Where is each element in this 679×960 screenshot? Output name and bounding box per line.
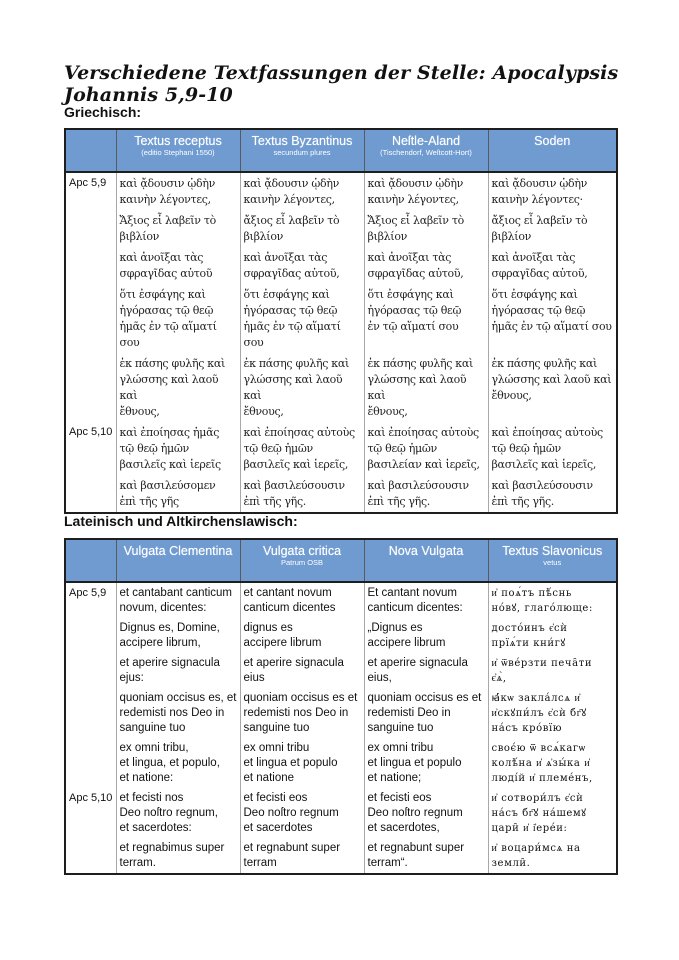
verse-text: ex omni tribu, et lingua, et populo, et natione: xyxy=(119,742,220,784)
verse-text: καὶ ᾄδουσιν ᾠδὴν καινὴν λέγοντες, xyxy=(243,177,340,206)
text-cell xyxy=(240,172,364,210)
table-row xyxy=(65,422,617,475)
verse-text: καὶ βασιλεύσουσιν ἐπὶ τῆς γῆς. xyxy=(367,479,469,508)
verse-text: ὅτι ἐσφάγης καὶ ἠγόρασας τῷ θεῷ ἐν τῷ αἵματί σου xyxy=(367,288,462,333)
text-cell xyxy=(364,353,488,422)
verse-text: et aperire signacula ejus: xyxy=(119,657,220,684)
table-row xyxy=(65,582,617,618)
column-title: Vulgata Clementina xyxy=(123,544,233,558)
greek-comparison-table xyxy=(64,128,618,514)
column-title: Textus receptus xyxy=(134,134,222,148)
verse-text: et aperire signacula eius xyxy=(243,657,344,684)
verse-reference: Apc 5,9 xyxy=(65,582,116,618)
text-cell xyxy=(240,247,364,284)
column-title: Textus Slavonicus xyxy=(502,544,603,558)
text-cell xyxy=(488,172,617,210)
text-cell xyxy=(488,582,617,618)
verse-text: и҆ сотвори́лъ є҆сѝ на́съ бг҃ꙋ на́шемꙋ цари̑ и҆ і҆ере́и: xyxy=(491,793,587,834)
text-cell xyxy=(364,210,488,247)
verse-text: dignus es accipere librum xyxy=(243,622,322,649)
verse-text: καὶ ἀνοῖξαι τὰς σφραγῖδας αὐτοῦ, xyxy=(367,251,464,280)
verse-text: ὅτι ἐσφάγης καὶ ἠγόρασας τῷ θεῷ ἡμᾶς ἐν τῷ αἵματί σου xyxy=(119,288,217,349)
text-cell xyxy=(116,582,240,618)
text-cell xyxy=(488,210,617,247)
text-cell xyxy=(364,284,488,353)
verse-text: ꙗ҆́кѡ закла́лсѧ и҆ и҆скꙋпи́лъ є҆сѝ бг҃ꙋ на́съ кро́вїю xyxy=(491,693,587,734)
text-cell xyxy=(240,475,364,513)
text-cell xyxy=(488,838,617,874)
verse-text: καὶ ἀνοῖξαι τὰς σφραγῖδας αὐτοῦ xyxy=(119,251,213,280)
text-cell xyxy=(116,738,240,788)
text-cell xyxy=(364,653,488,688)
header-cell-version xyxy=(116,129,240,172)
text-cell xyxy=(364,422,488,475)
verse-text: ὅτι ἐσφάγης καὶ ἠγόρασας τῷ θεῷ ἡμᾶς ἐν τῷ αἵματί σου xyxy=(243,288,341,349)
table-row xyxy=(65,788,617,838)
verse-text: καὶ ἐποίησας ἡμᾶς τῷ θεῷ ἡμῶν βασιλεῖς καὶ ἱερεῖς xyxy=(119,426,221,471)
table-row xyxy=(65,284,617,353)
verse-text: καὶ βασιλεύσομεν ἐπὶ τῆς γῆς xyxy=(119,479,216,508)
text-cell xyxy=(364,618,488,653)
verse-text: et fecisti nos Deo noſtro regnum, et sacerdotes: xyxy=(119,792,218,834)
verse-reference xyxy=(65,353,116,422)
header-cell-reference xyxy=(65,129,116,172)
text-cell xyxy=(116,422,240,475)
text-cell xyxy=(116,653,240,688)
column-subtitle: Patrum OSB xyxy=(280,558,324,567)
text-cell xyxy=(364,738,488,788)
text-cell xyxy=(116,618,240,653)
text-cell xyxy=(240,422,364,475)
verse-text: καὶ ἐποίησας αὐτοὺς τῷ θεῷ ἡμῶν βασιλείαν καὶ ἱερεῖς, xyxy=(367,426,480,471)
table-header-row xyxy=(65,129,617,172)
header-cell-version xyxy=(240,129,364,172)
text-cell xyxy=(488,247,617,284)
table-row xyxy=(65,353,617,422)
verse-text: et aperire signacula eius, xyxy=(367,657,468,684)
text-cell xyxy=(364,788,488,838)
verse-reference xyxy=(65,618,116,653)
verse-text: Et cantant novum canticum dicentes: xyxy=(367,587,463,614)
verse-text: Ἄξιος εἶ λαβεῖν τὸ βιβλίον xyxy=(367,214,464,243)
verse-text: Dignus es, Domine, accipere librum, xyxy=(119,622,220,649)
verse-reference: Apc 5,10 xyxy=(65,788,116,838)
table-row xyxy=(65,688,617,738)
table-row xyxy=(65,247,617,284)
verse-text: καὶ βασιλεύσουσιν ἐπὶ τῆς γῆς. xyxy=(243,479,345,508)
text-cell xyxy=(364,582,488,618)
header-cell-version xyxy=(364,539,488,582)
text-cell xyxy=(116,247,240,284)
verse-text: et regnabunt super terram“. xyxy=(367,842,465,869)
column-title: Soden xyxy=(534,134,571,148)
header-cell-version xyxy=(364,129,488,172)
verse-reference xyxy=(65,247,116,284)
table-row xyxy=(65,653,617,688)
verse-text: ἐκ πάσης φυλῆς καὶ γλώσσης καὶ λαοῦ καὶ ἔθνους, xyxy=(367,357,474,418)
verse-text: ex omni tribu et lingua et populo et natione; xyxy=(367,742,462,784)
verse-text: et cantant novum canticum dicentes xyxy=(243,587,336,614)
verse-text: quoniam occisus es et redemisti nos Deo in sanguine tuo xyxy=(243,692,358,734)
text-cell xyxy=(364,475,488,513)
header-cell-version xyxy=(488,539,617,582)
verse-text: καὶ ᾄδουσιν ᾠδὴν καινὴν λέγοντες, xyxy=(119,177,216,206)
text-cell xyxy=(488,738,617,788)
verse-text: досто́инъ є҆сѝ прїѧ́ти кни́гꙋ xyxy=(491,623,568,649)
text-cell xyxy=(116,688,240,738)
text-cell xyxy=(364,688,488,738)
column-subtitle: vetus xyxy=(543,558,562,567)
table-row xyxy=(65,838,617,874)
table-header-row xyxy=(65,539,617,582)
verse-reference xyxy=(65,653,116,688)
document-title: Verschiedene Textfassungen der Stelle: Apocalypsis Johannis 5,9-10 xyxy=(64,62,619,106)
verse-text: „Dignus es accipere librum xyxy=(367,622,446,649)
verse-text: et cantabant canticum novum, dicentes: xyxy=(119,587,233,614)
text-cell xyxy=(488,284,617,353)
text-cell xyxy=(116,284,240,353)
verse-text: своє́ю ѿ всѧ́кагѡ колѣ́на и҆ ѧ҆зы́ка и҆ люді́й и҆ племе́нъ, xyxy=(491,743,593,784)
text-cell xyxy=(364,838,488,874)
verse-text: et regnabunt super terram xyxy=(243,842,341,869)
text-cell xyxy=(240,838,364,874)
verse-text: и҆ воцари́мсѧ на земли̑. xyxy=(491,843,581,869)
column-title: Nova Vulgata xyxy=(388,544,464,558)
latin-slavonic-comparison-table xyxy=(64,538,618,875)
text-cell xyxy=(240,353,364,422)
text-cell xyxy=(116,353,240,422)
text-cell xyxy=(240,618,364,653)
verse-text: ὅτι ἐσφάγης καὶ ἠγόρασας τῷ θεῷ ἡμᾶς ἐν τῷ αἵματί σου xyxy=(491,288,612,333)
text-cell xyxy=(116,838,240,874)
header-cell-version xyxy=(116,539,240,582)
verse-text: ex omni tribu et lingua et populo et natione xyxy=(243,742,338,784)
text-cell xyxy=(240,788,364,838)
text-cell xyxy=(488,653,617,688)
verse-reference xyxy=(65,210,116,247)
table-row xyxy=(65,210,617,247)
text-cell xyxy=(488,422,617,475)
text-cell xyxy=(488,688,617,738)
section-heading-latin: Lateinisch und Altkirchenslawisch: xyxy=(64,513,298,529)
verse-text: καὶ ἐποίησας αὐτοὺς τῷ θεῷ ἡμῶν βασιλεῖς καὶ ἱερεῖς, xyxy=(491,426,603,471)
header-cell-reference xyxy=(65,539,116,582)
verse-text: Ἄξιος εἶ λαβεῖν τὸ βιβλίον xyxy=(119,214,216,243)
verse-text: et regnabimus super terram. xyxy=(119,842,225,869)
verse-text: et fecisti eos Deo noſtro regnum et sacerdotes, xyxy=(367,792,463,834)
verse-text: et fecisti eos Deo noſtro regnum et sacerdotes xyxy=(243,792,339,834)
verse-text: quoniam occisus es, et redemisti nos Deo in sanguine tuo xyxy=(119,692,237,734)
verse-reference: Apc 5,9 xyxy=(65,172,116,210)
column-title: Neſtle-Aland xyxy=(391,134,461,148)
verse-text: καὶ βασιλεύσουσιν ἐπὶ τῆς γῆς. xyxy=(491,479,593,508)
verse-text: quoniam occisus es et redemisti Deo in sanguine tuo xyxy=(367,692,482,734)
verse-reference xyxy=(65,688,116,738)
verse-text: ἄξιος εἶ λαβεῖν τὸ βιβλίον xyxy=(491,214,588,243)
text-cell xyxy=(488,353,617,422)
section-heading-greek: Griechisch: xyxy=(64,104,142,120)
verse-text: καὶ ἀνοῖξαι τὰς σφραγῖδας αὐτοῦ, xyxy=(491,251,588,280)
verse-text: ἄξιος εἶ λαβεῖν τὸ βιβλίον xyxy=(243,214,340,243)
verse-text: καὶ ἀνοῖξαι τὰς σφραγῖδας αὐτοῦ, xyxy=(243,251,340,280)
text-cell xyxy=(240,653,364,688)
table-row xyxy=(65,475,617,513)
column-title: Vulgata critica xyxy=(262,544,342,558)
text-cell xyxy=(240,582,364,618)
verse-text: ἐκ πάσης φυλῆς καὶ γλώσσης καὶ λαοῦ καὶ ἔθνους, xyxy=(119,357,226,418)
header-cell-version xyxy=(488,129,617,172)
text-cell xyxy=(116,172,240,210)
text-cell xyxy=(364,172,488,210)
text-cell xyxy=(364,247,488,284)
table-row xyxy=(65,738,617,788)
verse-text: и҆ поѧ́тъ пѣ́снь но́вꙋ, глаго́люще: xyxy=(491,588,593,614)
text-cell xyxy=(240,210,364,247)
verse-reference: Apc 5,10 xyxy=(65,422,116,475)
text-cell xyxy=(116,475,240,513)
verse-text: καὶ ᾄδουσιν ᾠδὴν καινὴν λέγοντες, xyxy=(367,177,464,206)
column-subtitle: (Tischendorf, Weſtcott-Hort) xyxy=(380,148,472,157)
text-cell xyxy=(488,788,617,838)
verse-text: ἐκ πάσης φυλῆς καὶ γλώσσης καὶ λαοῦ καὶ ἔθνους, xyxy=(243,357,350,418)
verse-reference xyxy=(65,738,116,788)
verse-reference xyxy=(65,838,116,874)
text-cell xyxy=(116,210,240,247)
text-cell xyxy=(240,688,364,738)
verse-text: καὶ ἐποίησας αὐτοὺς τῷ θεῷ ἡμῶν βασιλεῖς καὶ ἱερεῖς, xyxy=(243,426,355,471)
table-row xyxy=(65,172,617,210)
table-row xyxy=(65,618,617,653)
column-title: Textus Byzantinus xyxy=(251,134,353,148)
text-cell xyxy=(240,284,364,353)
verse-reference xyxy=(65,284,116,353)
verse-text: καὶ ᾄδουσιν ᾠδὴν καινὴν λέγοντες· xyxy=(491,177,588,206)
text-cell xyxy=(488,618,617,653)
verse-text: ἐκ πάσης φυλῆς καὶ γλώσσης καὶ λαοῦ καὶ ἔθνους, xyxy=(491,357,612,402)
verse-reference xyxy=(65,475,116,513)
text-cell xyxy=(488,475,617,513)
text-cell xyxy=(240,738,364,788)
column-subtitle: secundum plures xyxy=(273,148,331,157)
text-cell xyxy=(116,788,240,838)
verse-text: и҆ ѿве́рзти печа̑ти є҆ѧ̀, xyxy=(491,658,593,684)
header-cell-version xyxy=(240,539,364,582)
column-subtitle: (editio Stephani 1550) xyxy=(141,148,215,157)
